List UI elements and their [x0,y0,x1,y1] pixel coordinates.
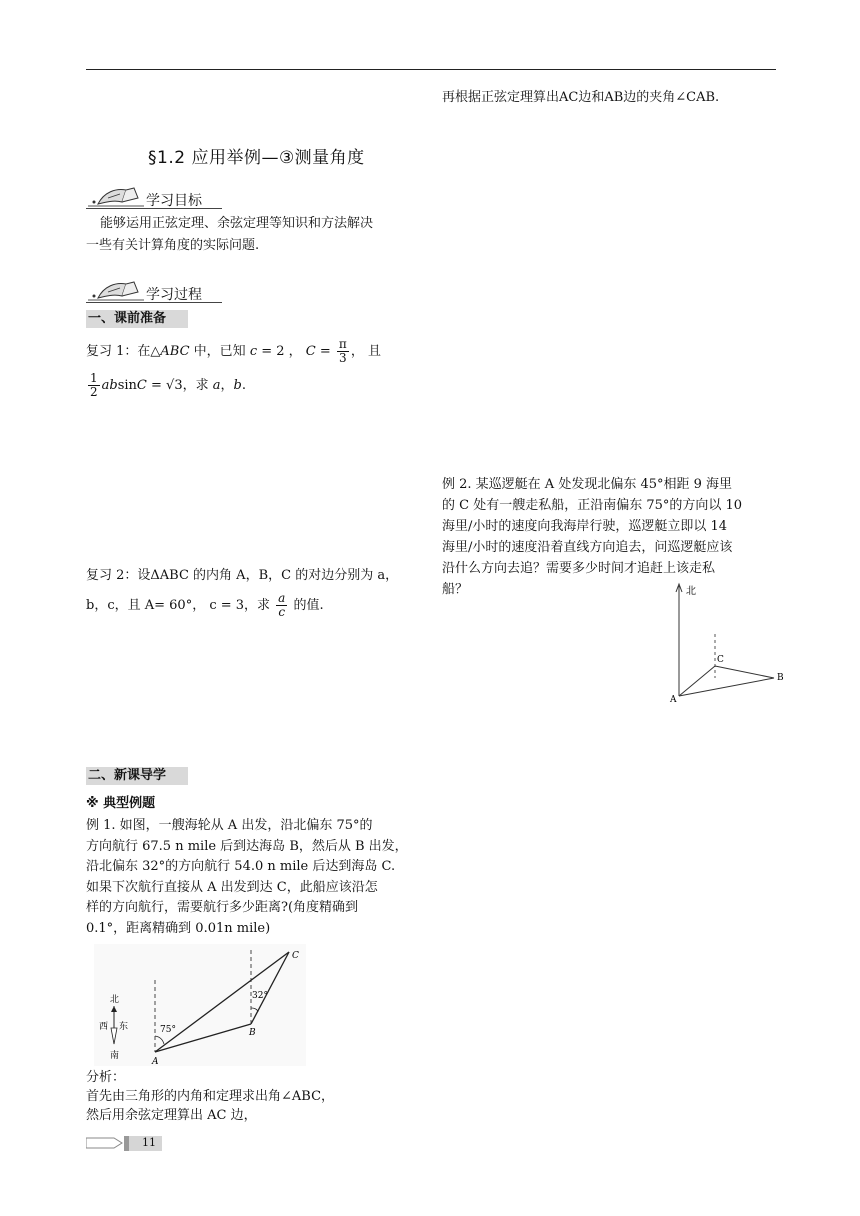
north-label: 北 [686,586,696,597]
point-a-label: A [152,1057,159,1067]
compass-east-label: 东 [119,1022,129,1032]
book-icon [86,276,146,304]
angle-75-label: 75° [160,1025,176,1035]
goal-heading [86,182,222,210]
point-c-label: C [292,951,299,961]
book-icon [86,182,146,210]
review-1-line-2: $\frac{1}{2}$ absinC = √3，求 a，b. [90,371,246,399]
review-1-line-1: 复习 1：在△ABC 中，已知 c = 2 ， C = $\frac{\pi}{3}$ ， 且 [86,337,381,365]
example-2-text: 例 2. 某巡逻艇在 A 处发现北偏东 45°相距 9 海里 的 C 处有一艘走私船，正沿南偏东 75°的方向以 10 海里/小时的速度向我海岸行驶，巡逻艇立即以 14 海里/小时的速度沿着直线方向追去，问巡逻艇应该 沿什么方向去追？需要多少时间才追赶上该走私 船？ [442,477,743,597]
analysis-text: 分析： 首先由三角形的内角和定理求出角∠ABC， 然后用余弦定理算出 AC 边， [86,1070,335,1123]
page-footer [86,1135,162,1151]
section-2-label: 二、新课导学 [86,767,188,785]
process-heading-label: 学习过程 [146,287,202,303]
point-c-label: C [717,655,724,665]
point-b-label: B [249,1028,256,1038]
review-2-line-1: 复习 2：设ΔABC 的内角 A，B，C 的对边分别为 a， [86,568,399,583]
point-b-label: B [777,673,784,683]
goal-text-2: 一些有关计算角度的实际问题. [86,238,260,253]
compass-west-label: 西 [99,1022,109,1032]
angle-32-label: 32° [252,991,268,1001]
typical-examples-label: ※ 典型例题 [86,796,156,811]
page-number: 11 [142,1136,156,1149]
review-2-line-2: b，c，且 A= 60°， c = 3，求 $\frac{a}{c}$ 的值. [86,591,324,619]
point-a-label: A [670,695,677,705]
goal-heading-label: 学习目标 [146,193,202,209]
section-1-label: 一、课前准备 [86,310,188,328]
page-title: §1.2 应用举例—③测量角度 [148,148,365,168]
goal-text-1: 能够运用正弦定理、余弦定理等知识和方法解决 [100,216,374,231]
compass-south-label: 南 [110,1051,120,1061]
header-rule [86,69,776,70]
compass-north-label: 北 [110,995,120,1005]
process-heading [86,276,222,304]
example-1-text: 例 1. 如图，一艘海轮从 A 出发，沿北偏东 75°的 方向航行 67.5 n mile 后到达海岛 B，然后从 B 出发， 沿北偏东 32°的方向航行 54.0 n mile 后达到海岛 C. 如果下次航行直接从 A 出发到达 C，此船应该沿怎 样的方向航行，需要航行多少距离?(角度精确到 0.1°，距离精确到 0.01n mile) [86,818,408,936]
example-1-figure [86,940,308,1068]
example-2-figure [664,578,794,706]
header-continuation: 再根据正弦定理算出AC边和AB边的夹角∠CAB. [442,90,720,105]
